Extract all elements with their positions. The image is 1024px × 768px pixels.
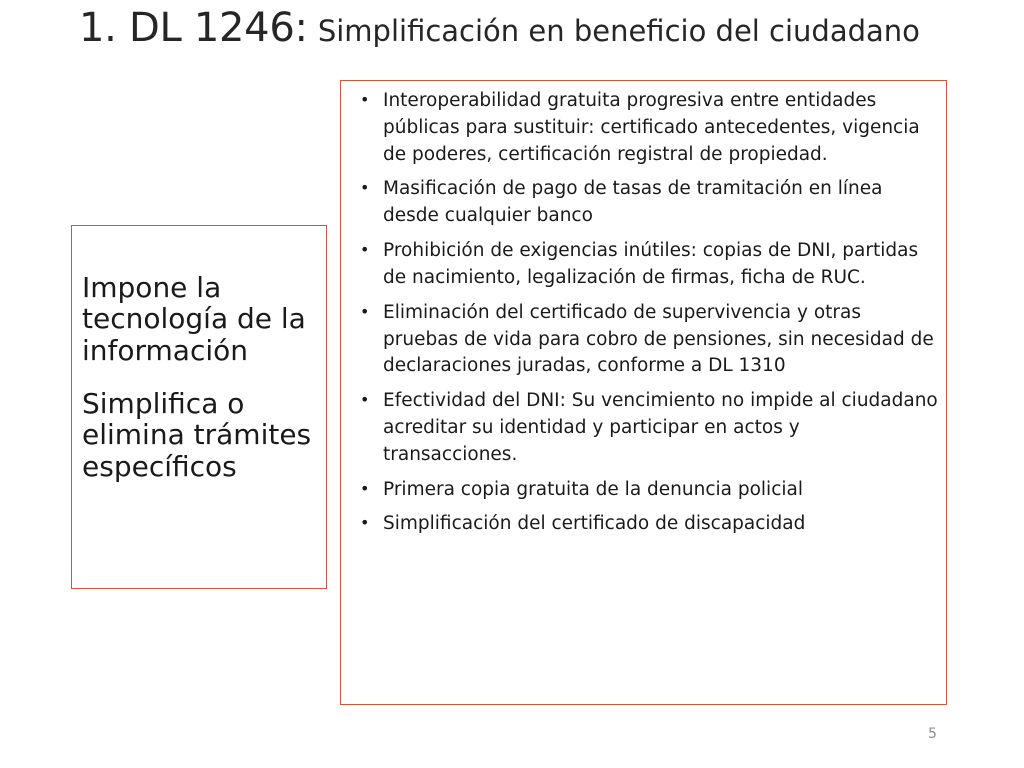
bullet-text: Simplificación del certificado de discapacidad: [383, 513, 806, 535]
bullet-icon: •: [360, 90, 370, 109]
left-item: Impone la tecnología de la información: [82, 271, 306, 367]
bullet-text: Masificación de pago de tasas de tramitación en línea desde cualquier banco: [383, 178, 883, 227]
title-main: 1. DL 1246:: [79, 5, 308, 51]
list-item: [351, 511, 938, 538]
bullet-icon: •: [360, 478, 370, 498]
title-subtitle: Simplificación en beneficio del ciudadano: [317, 14, 920, 48]
bullet-icon: •: [360, 178, 370, 198]
bullet-text: Eliminación del certificado de supervivencia y otras pruebas de vida para cobro de pensiones, sin necesidad de declaraciones juradas, conforme a DL 1310: [383, 301, 934, 377]
left-summary-box: [71, 225, 327, 589]
bullet-icon: •: [360, 301, 370, 321]
slide-title: [79, 6, 959, 51]
list-item: [351, 238, 938, 292]
right-bullets-box: [340, 80, 947, 705]
bullet-list: [351, 88, 938, 538]
bullet-icon: •: [360, 513, 370, 533]
list-item: [351, 300, 938, 380]
page-number: 5: [928, 726, 937, 742]
bullet-text: Efectividad del DNI: Su vencimiento no impide al ciudadano acreditar su identidad y participar en actos y transacciones.: [383, 390, 938, 465]
bullet-icon: •: [360, 390, 370, 410]
list-item: [351, 477, 938, 504]
list-item: [351, 88, 938, 168]
left-item: Simplifica o elimina trámites específicos: [82, 387, 312, 483]
bullet-icon: •: [360, 240, 370, 260]
bullet-text: Interoperabilidad gratuita progresiva entre entidades públicas para sustituir: certificado antecedentes, vigencia de poderes, certificación registral de propiedad.: [383, 90, 920, 165]
bullet-text: Prohibición de exigencias inútiles: copias de DNI, partidas de nacimiento, legalización de firmas, ficha de RUC.: [383, 240, 919, 288]
list-item: [351, 388, 938, 468]
list-item: [351, 176, 938, 230]
bullet-text: Primera copia gratuita de la denuncia policial: [383, 478, 803, 500]
